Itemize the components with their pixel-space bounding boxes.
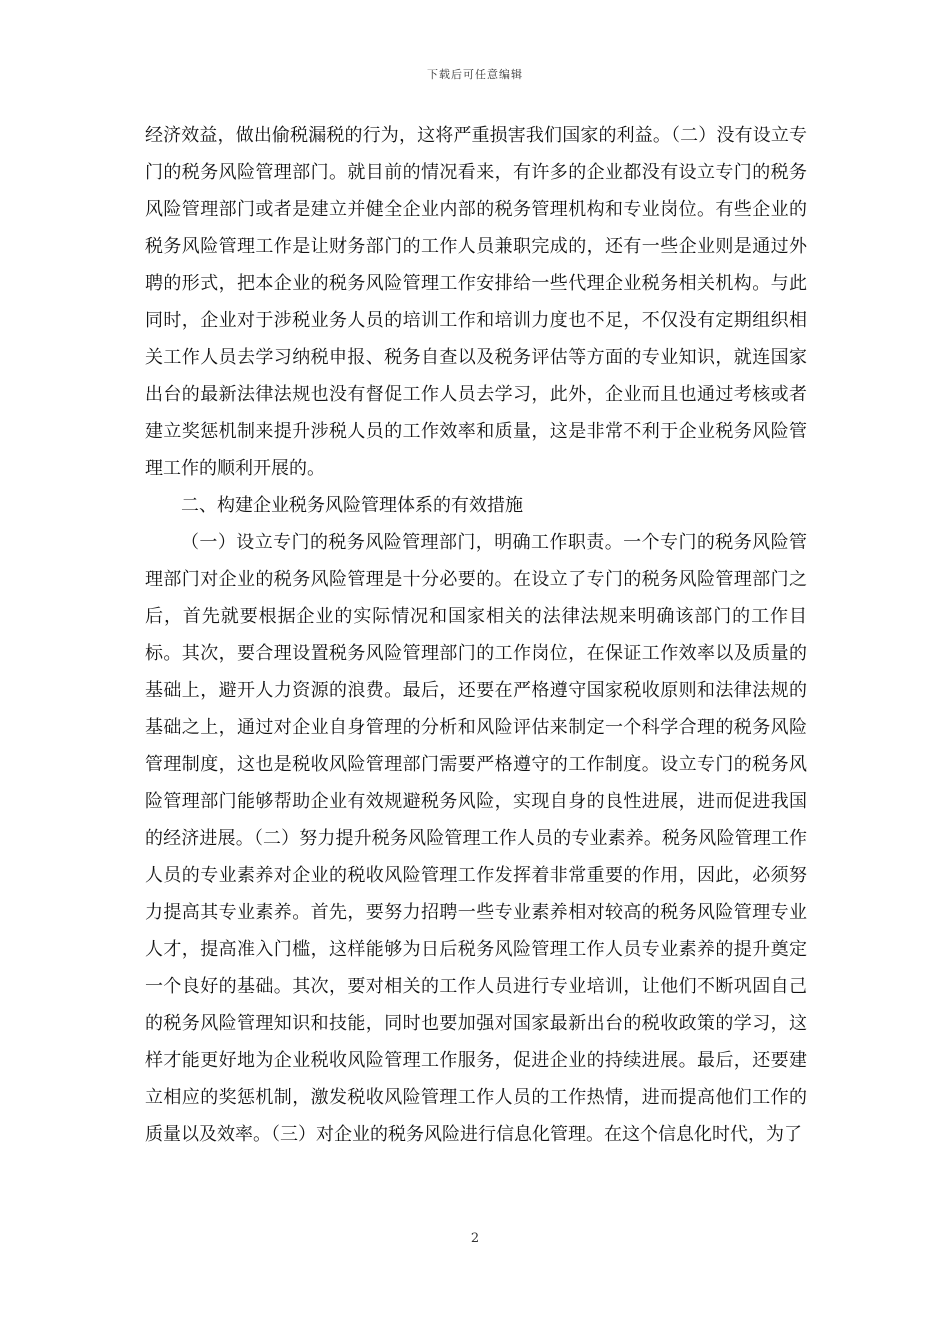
- section-heading: 二、构建企业税务风险管理体系的有效措施: [181, 495, 523, 516]
- document-body: [145, 117, 807, 1153]
- page-header: 下载后可任意编辑: [427, 68, 523, 81]
- paragraph-continued: 经济效益，做出偷税漏税的行为，这将严重损害我们国家的利益。（二）没有设立专门的税务风险管理部门。就目前的情况看来，有许多的企业都没有设立专门的税务风险管理部门或者是建立并健全企业内部的税务管理机构和专业岗位。有些企业的税务风险管理工作是让财务部门的工作人员兼职完成的，还有一些企业则是通过外聘的形式，把本企业的税务风险管理工作安排给一些代理企业税务相关机构。与此同时，企业对于涉税业务人员的培训工作和培训力度也不足，不仅没有定期组织相关工作人员去学习纳税申报、税务自查以及税务评估等方面的专业知识，就连国家出台的最新法律法规也没有督促工作人员去学习，此外，企业而且也通过考核或者建立奖惩机制来提升涉税人员的工作效率和质量，这是非常不利于企业税务风险管理工作的顺利开展的。: [145, 125, 807, 479]
- page-number: 2: [470, 1231, 480, 1246]
- paragraph-measures: （一）设立专门的税务风险管理部门，明确工作职责。一个专门的税务风险管理部门对企业的税务风险管理是十分必要的。在设立了专门的税务风险管理部门之后，首先就要根据企业的实际情况和国家相关的法律法规来明确该部门的工作目标。其次，要合理设置税务风险管理部门的工作岗位，在保证工作效率以及质量的基础上，避开人力资源的浪费。最后，还要在严格遵守国家税收原则和法律法规的基础之上，通过对企业自身管理的分析和风险评估来制定一个科学合理的税务风险管理制度，这也是税收风险管理部门需要严格遵守的工作制度。设立专门的税务风险管理部门能够帮助企业有效规避税务风险，实现自身的良性进展，进而促进我国的经济进展。（二）努力提升税务风险管理工作人员的专业素养。税务风险管理工作人员的专业素养对企业的税收风险管理工作发挥着非常重要的作用，因此，必须努力提高其专业素养。首先，要努力招聘一些专业素养相对较高的税务风险管理专业人才，提高准入门槛，这样能够为日后税务风险管理工作人员专业素养的提升奠定一个良好的基础。其次，要对相关的工作人员进行专业培训，让他们不断巩固自己的税务风险管理知识和技能，同时也要加强对国家最新出台的税收政策的学习，这样才能更好地为企业税收风险管理工作服务，促进企业的持续进展。最后，还要建立相应的奖惩机制，激发税收风险管理工作人员的工作热情，进而提高他们工作的质量以及效率。（三）对企业的税务风险进行信息化管理。在这个信息化时代，为了: [145, 532, 807, 1145]
